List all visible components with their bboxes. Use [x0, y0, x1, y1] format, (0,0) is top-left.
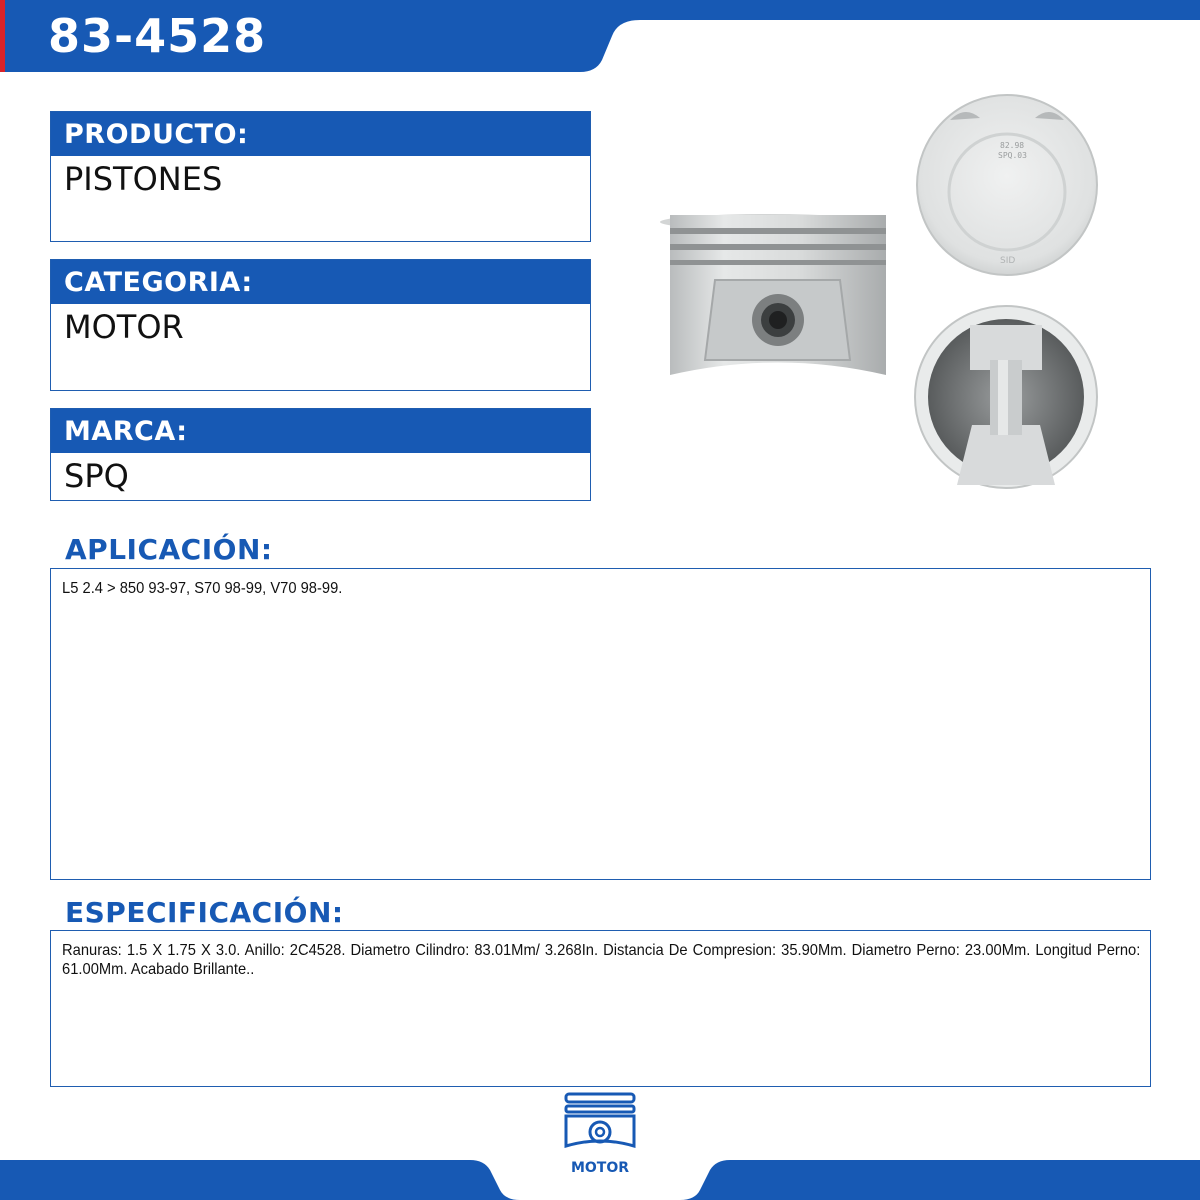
categoria-label: CATEGORIA: [51, 260, 590, 304]
part-number: 83-4528 [48, 9, 267, 63]
producto-label: PRODUCTO: [51, 112, 590, 156]
header-band [0, 0, 1200, 72]
aplicacion-title: APLICACIÓN: [65, 533, 273, 566]
aplicacion-box [50, 568, 1151, 880]
marca-field [50, 408, 591, 501]
producto-value: PISTONES [64, 160, 223, 198]
marca-value: SPQ [64, 457, 129, 495]
marca-label: MARCA: [51, 409, 590, 453]
categoria-value: MOTOR [64, 308, 184, 346]
product-photo [660, 80, 1150, 500]
engine-piston-icon [556, 1090, 644, 1160]
svg-text:SPQ.03: SPQ.03 [998, 151, 1027, 160]
piston-underside-view [915, 306, 1097, 488]
piston-illustration [660, 80, 1150, 500]
piston-side-view [660, 214, 886, 375]
categoria-field [50, 259, 591, 391]
category-badge-label: MOTOR [570, 1160, 630, 1176]
piston-crown-view [917, 95, 1097, 275]
especificacion-title: ESPECIFICACIÓN: [65, 896, 344, 929]
especificacion-box [50, 930, 1151, 1087]
producto-field [50, 111, 591, 242]
svg-text:82.98: 82.98 [1000, 141, 1025, 150]
svg-text:SID: SID [1000, 256, 1016, 266]
especificacion-text: Ranuras: 1.5 X 1.75 X 3.0. Anillo: 2C4528. Diametro Cilindro: 83.01Mm/ 3.268In. Distancia De Compresion: 35.90Mm. Diametro Perno: 23.00Mm. Longitud Perno: 61.00Mm. Acabado Brillante.. [62, 942, 1141, 978]
aplicacion-text: L5 2.4 > 850 93-97, S70 98-99, V70 98-99. [62, 580, 343, 597]
category-badge [556, 1090, 644, 1184]
